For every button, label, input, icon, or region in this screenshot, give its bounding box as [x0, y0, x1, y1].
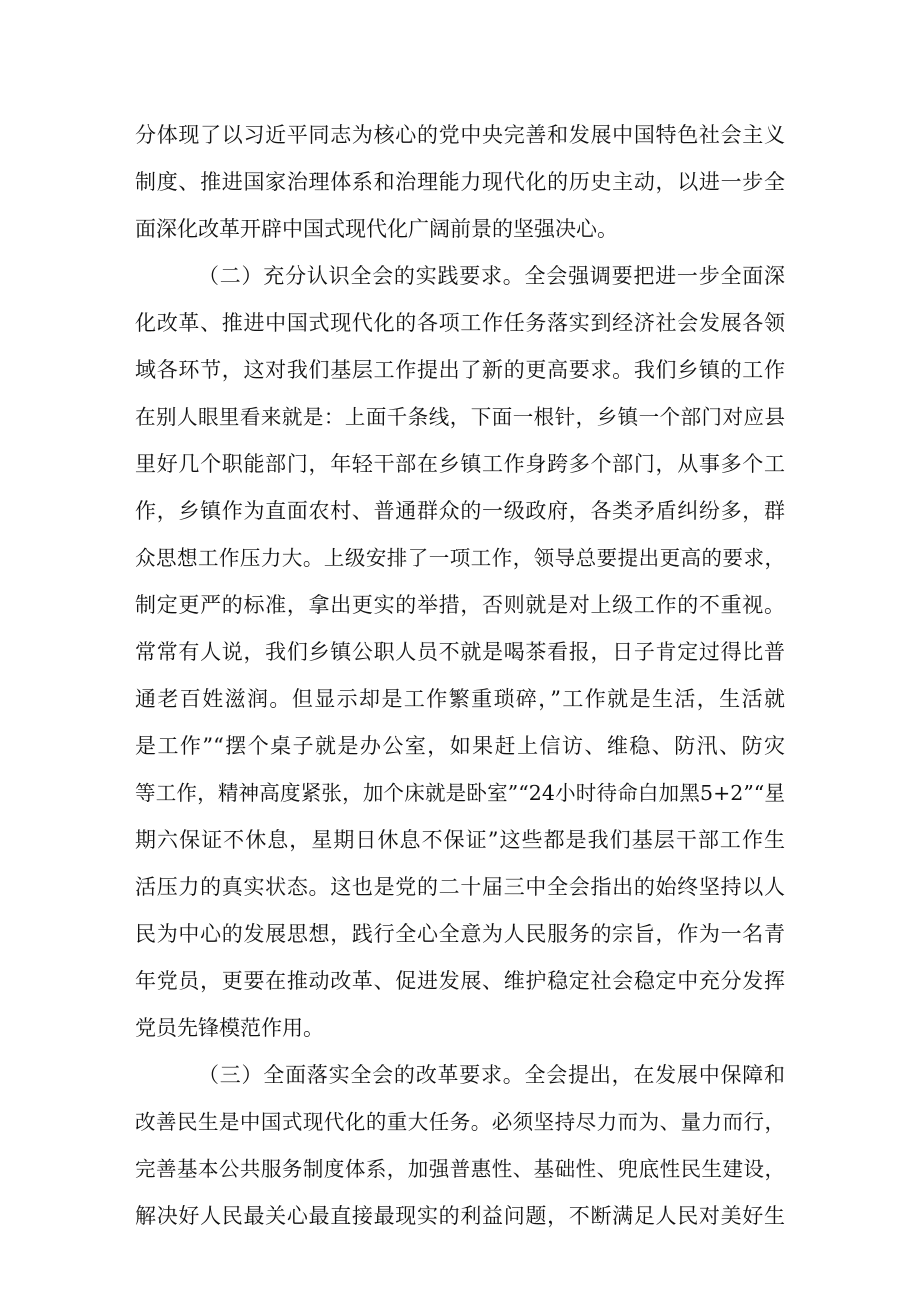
text-line: 众思想工作压力大。上级安排了一项工作，领导总要提出更高的要求， — [135, 546, 785, 570]
text-line: （二）充分认识全会的实践要求。全会强调要把进一步全面深 — [198, 264, 785, 288]
text-line: 域各环节，这对我们基层工作提出了新的更高要求。我们乡镇的工作 — [135, 358, 785, 382]
document-body — [135, 112, 785, 1240]
text-line: 作，乡镇作为直面农村、普通群众的一级政府，各类矛盾纠纷多，群 — [135, 499, 785, 523]
text-line: 里好几个职能部门，年轻干部在乡镇工作身跨多个部门，从事多个工 — [135, 452, 785, 476]
text-line: 年党员，更要在推动改革、促进发展、维护稳定社会稳定中充分发挥 — [135, 969, 785, 993]
text-line: 活压力的真实状态。这也是党的二十届三中全会指出的始终坚持以人 — [135, 875, 785, 899]
text-line: 民为中心的发展思想，践行全心全意为人民服务的宗旨，作为一名青 — [135, 922, 785, 946]
text-line: 完善基本公共服务制度体系，加强普惠性、基础性、兜底性民生建设， — [135, 1157, 785, 1181]
text-line: 制度、推进国家治理体系和治理能力现代化的历史主动，以进一步全 — [135, 170, 785, 194]
text-line: 制定更严的标准，拿出更实的举措，否则就是对上级工作的不重视。 — [135, 593, 785, 617]
paragraph-3 — [135, 1052, 785, 1240]
text-line: 解决好人民最关心最直接最现实的利益问题，不断满足人民对美好生 — [135, 1204, 785, 1228]
text-line: 在别人眼里看来就是：上面千条线，下面一根针，乡镇一个部门对应县 — [135, 405, 785, 429]
text-line: 通老百姓滋润。但显示却是工作繁重琐碎，”工作就是生活，生活就 — [135, 687, 785, 711]
text-line: （三）全面落实全会的改革要求。全会提出，在发展中保障和 — [198, 1063, 785, 1087]
text-line: 常常有人说，我们乡镇公职人员不就是喝茶看报，日子肯定过得比普 — [135, 640, 785, 664]
text-line: 化改革、推进中国式现代化的各项工作任务落实到经济社会发展各领 — [135, 311, 785, 335]
paragraph-2 — [135, 253, 785, 1052]
text-line: 分体现了以习近平同志为核心的党中央完善和发展中国特色社会主义 — [135, 123, 785, 147]
text-line: 改善民生是中国式现代化的重大任务。必须坚持尽力而为、量力而行， — [135, 1110, 785, 1134]
paragraph-1 — [135, 112, 785, 253]
text-line: 等工作，精神高度紧张，加个床就是卧室”“24小时待命白加黑5+2”“星 — [135, 781, 785, 805]
text-line: 期六保证不休息，星期日休息不保证”这些都是我们基层干部工作生 — [135, 828, 785, 852]
text-line: 党员先锋模范作用。 — [135, 1016, 324, 1040]
text-line: 面深化改革开辟中国式现代化广阔前景的坚强决心。 — [135, 217, 618, 241]
text-line: 是工作”“摆个桌子就是办公室，如果赶上信访、维稳、防汛、防灾 — [135, 734, 785, 758]
